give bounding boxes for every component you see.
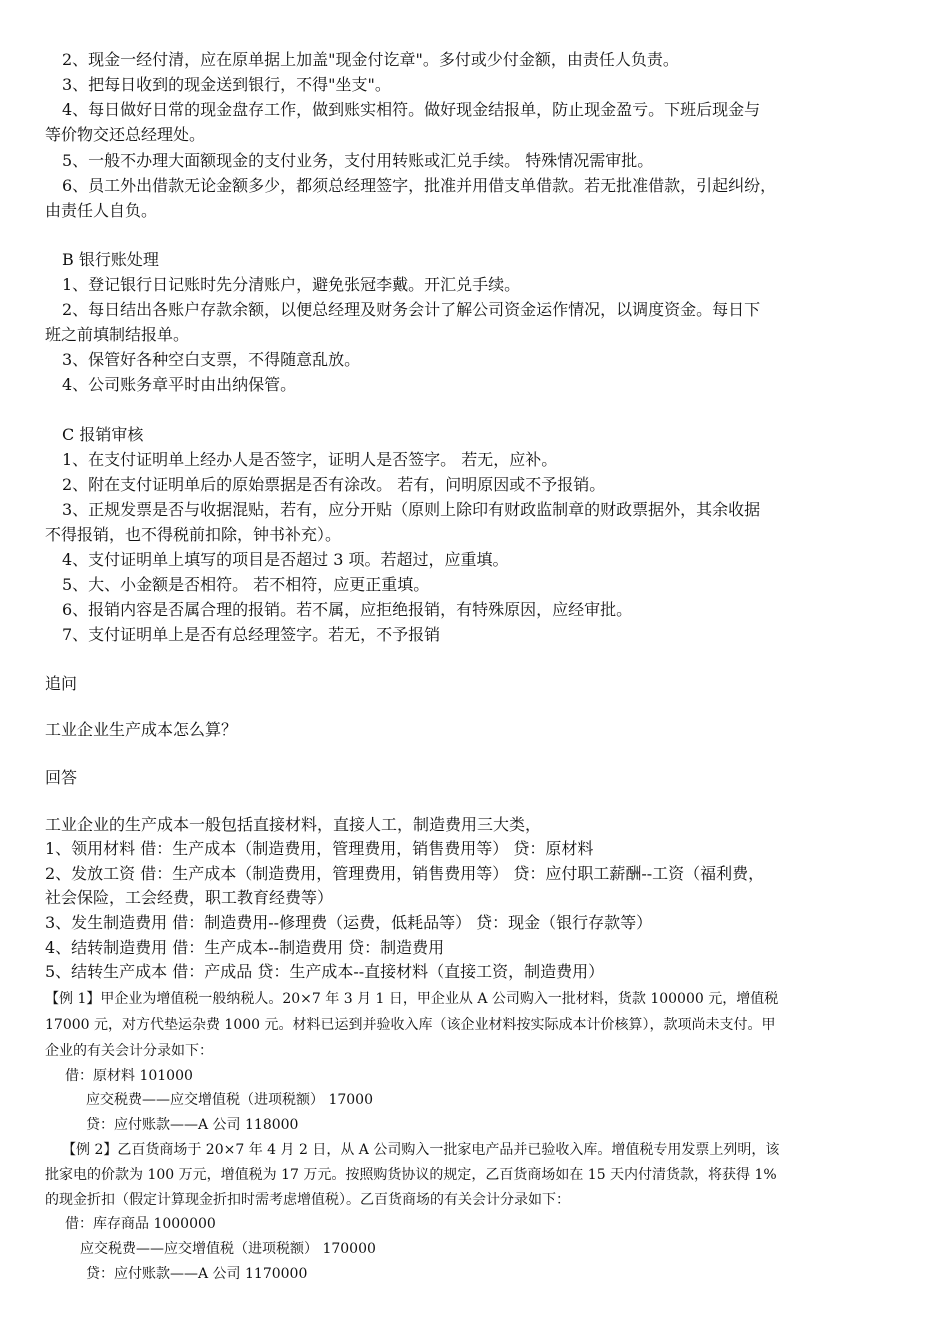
- example-text: 批家电的价款为 100 万元，增值税为 17 万元。按照购货协议的规定，乙百货商场如在 15 天内付清货款，将获得 1%: [45, 1167, 777, 1183]
- text-line: 3、正规发票是否与收据混贴，若有，应分开贴（原则上除印有财政监制章的财政票据外，其余收据: [62, 500, 761, 519]
- text-line: 5、大、小金额是否相符。 若不相符，应更正重填。: [62, 575, 430, 594]
- followup-label: 追问: [45, 674, 78, 693]
- text-line: 2、发放工资 借：生产成本（制造费用，管理费用，销售费用等） 贷：应付职工薪酬--工资（福利费，: [45, 864, 765, 883]
- text-line: 5、结转生产成本 借：产成品 贷：生产成本--直接材料（直接工资，制造费用）: [45, 962, 605, 981]
- text-line: 4、每日做好日常的现金盘存工作，做到账实相符。做好现金结报单，防止现金盈亏。下班后现金与: [62, 100, 761, 119]
- text-line: 7、支付证明单上是否有总经理签字。若无，不予报销: [62, 625, 441, 644]
- example-text: 【例 2】乙百货商场于 20×7 年 4 月 2 日，从 A 公司购入一批家电产品并已验收入库。增值税专用发票上列明，该: [62, 1142, 780, 1158]
- text-line: 等价物交还总经理处。: [45, 125, 206, 144]
- text-line: 4、支付证明单上填写的项目是否超过 3 项。若超过，应重填。: [62, 550, 509, 569]
- text-line: 4、公司账务章平时由出纳保管。: [62, 375, 297, 394]
- example-text: 的现金折扣（假定计算现金折扣时需考虑增值税）。乙百货商场的有关会计分录如下：: [45, 1192, 570, 1208]
- question-text: 工业企业生产成本怎么算？: [45, 720, 238, 739]
- text-line: 2、附在支付证明单后的原始票据是否有涂改。 若有，问明原因或不予报销。: [62, 475, 606, 494]
- example-text: 企业的有关会计分录如下：: [45, 1043, 213, 1059]
- text-line: 工业企业的生产成本一般包括直接材料，直接人工，制造费用三大类，: [45, 815, 542, 834]
- section-heading: C 报销审核: [62, 425, 144, 444]
- journal-entry: 贷：应付账款——A 公司 118000: [86, 1117, 299, 1133]
- text-line: 班之前填制结报单。: [45, 325, 190, 344]
- text-line: 3、保管好各种空白支票，不得随意乱放。: [62, 350, 361, 369]
- text-line: 3、发生制造费用 借：制造费用--修理费（运费，低耗品等） 贷：现金（银行存款等）: [45, 913, 653, 932]
- journal-entry: 应交税费——应交增值税（进项税额） 170000: [80, 1241, 376, 1257]
- answer-label: 回答: [45, 768, 78, 787]
- text-line: 2、每日结出各账户存款余额，以便总经理及财务会计了解公司资金运作情况，以调度资金。每日下: [62, 300, 761, 319]
- text-line: 3、把每日收到的现金送到银行，不得"坐支"。: [62, 75, 391, 94]
- journal-entry: 应交税费——应交增值税（进项税额） 17000: [86, 1092, 373, 1108]
- text-line: 1、登记银行日记账时先分清账户，避免张冠李戴。开汇兑手续。: [62, 275, 521, 294]
- journal-entry: 贷：应付账款——A 公司 1170000: [86, 1266, 308, 1282]
- text-line: 5、一般不办理大面额现金的支付业务，支付用转账或汇兑手续。 特殊情况需审批。: [62, 151, 654, 170]
- text-line: 2、现金一经付清，应在原单据上加盖"现金付讫章"。多付或少付金额，由责任人负责。: [62, 50, 679, 69]
- text-line: 不得报销，也不得税前扣除，钟书补充）。: [45, 525, 342, 544]
- text-line: 4、结转制造费用 借：生产成本--制造费用 贷：制造费用: [45, 938, 445, 957]
- text-line: 1、在支付证明单上经办人是否签字，证明人是否签字。 若无，应补。: [62, 450, 558, 469]
- example-text: 【例 1】甲企业为增值税一般纳税人。20×7 年 3 月 1 日，甲企业从 A 公司购入一批材料，货款 100000 元，增值税: [45, 991, 779, 1007]
- example-text: 17000 元，对方代垫运杂费 1000 元。材料已运到并验收入库（该企业材料按实际成本计价核算），款项尚未支付。甲: [45, 1017, 776, 1033]
- text-line: 1、领用材料 借：生产成本（制造费用，管理费用，销售费用等） 贷：原材料: [45, 839, 594, 858]
- text-line: 6、员工外出借款无论金额多少，都须总经理签字，批准并用借支单借款。若无批准借款，引起纠纷，: [62, 176, 777, 195]
- journal-entry: 借：库存商品 1000000: [65, 1216, 216, 1232]
- journal-entry: 借：原材料 101000: [65, 1068, 193, 1084]
- section-heading: B 银行账处理: [62, 250, 159, 269]
- text-line: 由责任人自负。: [45, 201, 158, 220]
- text-line: 社会保险，工会经费，职工教育经费等）: [45, 888, 334, 907]
- text-line: 6、报销内容是否属合理的报销。若不属，应拒绝报销，有特殊原因，应经审批。: [62, 600, 633, 619]
